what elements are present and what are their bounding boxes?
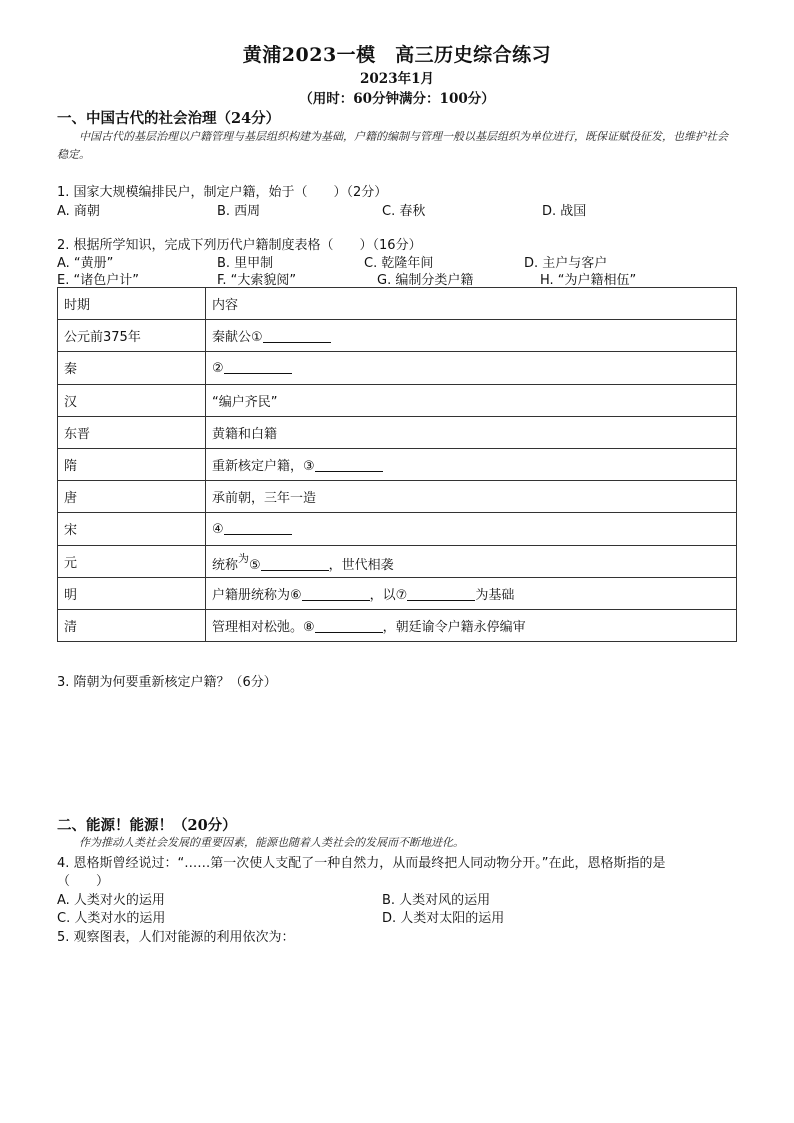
table-header-row [58,288,737,320]
q5-text: 5. 观察图表，人们对能源的利用依次为： [57,930,295,945]
table-cell-period: 唐 [58,481,206,513]
table-row [58,545,737,577]
answer-blank[interactable] [224,520,292,535]
q2-option-e[interactable]: E. “诸色户计” [57,273,139,288]
q4-option-d[interactable]: D. 人类对太阳的运用 [382,911,505,926]
table-cell-content [206,609,737,641]
table-cell-content [206,416,737,448]
section2-heading: 二、能源！能源！（20分） [57,817,237,834]
table-row [58,513,737,545]
table-cell-period: 汉 [58,384,206,416]
content-text: 承前朝，三年一造 [212,491,317,507]
table-cell-content [206,448,737,480]
q1-text: 1. 国家大规模编排民户，制定户籍，始于（ ）（2分） [57,185,388,200]
exam-timing: （用时：60分钟满分：100分） [299,91,495,107]
table-cell-period: 公元前375年 [58,320,206,352]
table-row [58,320,737,352]
answer-blank[interactable] [263,328,331,343]
table-cell-period: 明 [58,577,206,609]
table-cell-content [206,545,737,577]
q4-text: 4. 恩格斯曾经说过：“……第一次使人支配了一种自然力，从而最终把人同动物分开。”在此，恩格斯指的是 [57,856,666,871]
q1-option-a[interactable]: A. 商朝 [57,204,100,219]
q2-option-c[interactable]: C. 乾隆年间 [364,256,434,271]
table-cell-content [206,384,737,416]
section1-heading: 一、中国古代的社会治理（24分） [57,110,281,127]
household-registration-table [57,287,737,642]
q4-option-c[interactable]: C. 人类对水的运用 [57,911,166,926]
table-cell-period: 宋 [58,513,206,545]
table-row [58,416,737,448]
q4-option-a[interactable]: A. 人类对火的运用 [57,893,165,908]
table-cell-period: 元 [58,545,206,577]
table-cell-content [206,513,737,545]
q2-option-f[interactable]: F. “大索貌阅” [217,273,297,288]
section1-intro: 中国古代的基层治理以户籍管理与基层组织构建为基础，户籍的编制与管理一般以基层组织为单位进行，既保证赋役征发，也维护社会稳定。 [57,130,728,161]
table-cell-content [206,320,737,352]
answer-blank[interactable] [315,457,383,472]
q4-bracket[interactable]: （ ） [57,874,110,889]
content-text: 统称 [212,557,239,573]
table-cell-period: 东晋 [58,416,206,448]
content-text: ⑤ [249,557,261,573]
table-cell-content [206,481,737,513]
answer-blank[interactable] [315,618,383,633]
q2-option-b[interactable]: B. 里甲制 [217,256,274,271]
q2-option-h[interactable]: H. “为户籍相伍” [540,273,637,288]
content-text: ② [212,361,224,377]
table-cell-period: 清 [58,609,206,641]
table-cell-content [206,352,737,384]
table-row [58,481,737,513]
content-superscript: 为 [238,551,250,565]
table-row [58,384,737,416]
content-text: ，以⑦ [369,587,408,603]
table-cell-period: 秦 [58,352,206,384]
q2-option-g[interactable]: G. 编制分类户籍 [377,273,474,288]
content-text: 秦献公① [212,330,263,346]
q3-text: 3. 隋朝为何要重新核定户籍？（6分） [57,675,277,690]
table-cell-content [206,577,737,609]
q1-option-d[interactable]: D. 战国 [542,204,587,219]
content-text: 黄籍和白籍 [212,426,278,442]
content-text: ④ [212,522,224,538]
content-text: ，世代相袭 [328,557,394,573]
exam-title: 黄浦2023一模 高三历史综合练习 [242,44,552,66]
section2-intro: 作为推动人类社会发展的重要因素，能源也随着人类社会的发展而不断地进化。 [79,836,464,849]
answer-blank[interactable] [407,586,475,601]
content-text: ，朝廷谕令户籍永停编审 [382,619,526,635]
answer-blank[interactable] [302,586,370,601]
table-header-content: 内容 [206,288,737,320]
q4-option-b[interactable]: B. 人类对风的运用 [382,893,491,908]
table-row [58,352,737,384]
content-text: 为基础 [475,587,515,603]
q1-option-c[interactable]: C. 春秋 [382,204,426,219]
exam-date: 2023年1月 [360,71,434,87]
content-text: 重新核定户籍，③ [212,459,315,475]
q2-option-a[interactable]: A. “黄册” [57,256,114,271]
q2-text: 2. 根据所学知识，完成下列历代户籍制度表格（ ）（16分） [57,238,422,253]
table-row [58,609,737,641]
q1-option-b[interactable]: B. 西周 [217,204,261,219]
q2-option-d[interactable]: D. 主户与客户 [524,256,608,271]
answer-blank[interactable] [261,556,329,571]
content-text: “编户齐民” [212,394,278,410]
table-row [58,448,737,480]
answer-blank[interactable] [224,359,292,374]
table-row [58,577,737,609]
table-header-period: 时期 [58,288,206,320]
content-text: 户籍册统称为⑥ [212,587,302,603]
content-text: 管理相对松弛。⑧ [212,619,315,635]
table-cell-period: 隋 [58,448,206,480]
